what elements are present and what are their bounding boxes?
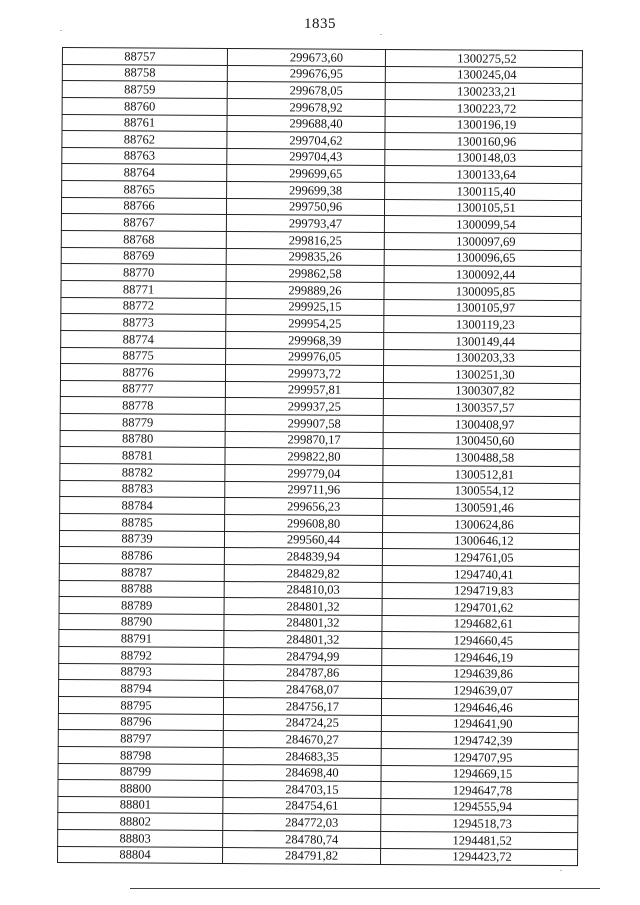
x-coordinate-cell: 284768,07 xyxy=(224,681,382,699)
point-number-cell: 88761 xyxy=(62,114,227,132)
x-coordinate-cell: 284801,32 xyxy=(224,598,382,616)
point-number-cell: 88757 xyxy=(62,48,227,66)
x-coordinate-cell: 284810,03 xyxy=(224,581,382,599)
point-number-cell: 88760 xyxy=(62,97,227,115)
point-number-cell: 88786 xyxy=(59,547,224,565)
point-number-cell: 88766 xyxy=(61,197,226,215)
point-number-cell: 88762 xyxy=(62,131,227,149)
x-coordinate-cell: 299750,96 xyxy=(226,198,384,216)
y-coordinate-cell: 1300133,64 xyxy=(385,166,582,184)
y-coordinate-cell: 1294669,15 xyxy=(381,765,578,783)
y-coordinate-cell: 1300512,81 xyxy=(383,465,580,483)
y-coordinate-cell: 1294719,83 xyxy=(382,582,579,600)
point-number-cell: 88782 xyxy=(60,464,225,482)
x-coordinate-cell: 299676,95 xyxy=(227,65,385,83)
y-coordinate-cell: 1294423,72 xyxy=(381,848,578,866)
y-coordinate-cell: 1300450,60 xyxy=(383,432,580,450)
point-number-cell: 88799 xyxy=(58,763,223,781)
x-coordinate-cell: 284683,35 xyxy=(223,747,381,765)
x-coordinate-cell: 284780,74 xyxy=(223,831,381,849)
y-coordinate-cell: 1300275,52 xyxy=(385,49,582,67)
y-coordinate-cell: 1300105,97 xyxy=(384,299,581,317)
y-coordinate-cell: 1294555,94 xyxy=(381,798,578,816)
y-coordinate-cell: 1300160,96 xyxy=(385,133,582,151)
point-number-cell: 88790 xyxy=(59,613,224,631)
point-number-cell: 88792 xyxy=(59,647,224,665)
y-coordinate-cell: 1300099,54 xyxy=(384,216,581,234)
y-coordinate-cell: 1294682,61 xyxy=(382,615,579,633)
x-coordinate-cell: 299793,47 xyxy=(226,215,384,233)
point-number-cell: 88763 xyxy=(62,147,227,165)
y-coordinate-cell: 1300105,51 xyxy=(384,199,581,217)
x-coordinate-cell: 299937,25 xyxy=(225,398,383,416)
y-coordinate-cell: 1294646,46 xyxy=(381,698,578,716)
point-number-cell: 88764 xyxy=(62,164,227,182)
x-coordinate-cell: 299816,25 xyxy=(226,232,384,250)
y-coordinate-cell: 1300149,44 xyxy=(384,332,581,350)
point-number-cell: 88781 xyxy=(60,447,225,465)
x-coordinate-cell: 299954,25 xyxy=(226,315,384,333)
x-coordinate-cell: 299678,92 xyxy=(227,98,385,116)
x-coordinate-cell: 299835,26 xyxy=(226,248,384,266)
x-coordinate-cell: 299968,39 xyxy=(226,331,384,349)
point-number-cell: 88784 xyxy=(60,497,225,515)
point-number-cell: 88771 xyxy=(61,280,226,298)
scan-speck xyxy=(60,30,62,31)
x-coordinate-cell: 299957,81 xyxy=(225,381,383,399)
scan-speck xyxy=(380,34,382,35)
point-number-cell: 88778 xyxy=(60,397,225,415)
y-coordinate-cell: 1294761,05 xyxy=(382,549,579,567)
y-coordinate-cell: 1300233,21 xyxy=(385,83,582,101)
page-number: 1835 xyxy=(304,16,336,32)
x-coordinate-cell: 284839,94 xyxy=(224,548,382,566)
point-number-cell: 88770 xyxy=(61,264,226,282)
y-coordinate-cell: 1300591,46 xyxy=(383,499,580,517)
point-number-cell: 88789 xyxy=(59,597,224,615)
y-coordinate-cell: 1300119,23 xyxy=(384,316,581,334)
y-coordinate-cell: 1300092,44 xyxy=(384,266,581,284)
point-number-cell: 88774 xyxy=(61,330,226,348)
y-coordinate-cell: 1300203,33 xyxy=(384,349,581,367)
point-number-cell: 88765 xyxy=(62,181,227,199)
point-number-cell: 88768 xyxy=(61,231,226,249)
y-coordinate-cell: 1294481,52 xyxy=(381,832,578,850)
x-coordinate-cell: 299699,38 xyxy=(227,182,385,200)
x-coordinate-cell: 284787,86 xyxy=(224,664,382,682)
point-number-cell: 88801 xyxy=(58,796,223,814)
point-number-cell: 88793 xyxy=(59,663,224,681)
x-coordinate-cell: 284756,17 xyxy=(223,697,381,715)
point-number-cell: 88779 xyxy=(60,414,225,432)
y-coordinate-cell: 1300115,40 xyxy=(385,183,582,201)
x-coordinate-cell: 299699,65 xyxy=(227,165,385,183)
x-coordinate-cell: 284698,40 xyxy=(223,764,381,782)
x-coordinate-cell: 299822,80 xyxy=(225,448,383,466)
point-number-cell: 88773 xyxy=(61,314,226,332)
y-coordinate-cell: 1294646,19 xyxy=(382,649,579,667)
x-coordinate-cell: 284670,27 xyxy=(223,731,381,749)
x-coordinate-cell: 299704,43 xyxy=(227,148,385,166)
point-number-cell: 88798 xyxy=(58,746,223,764)
x-coordinate-cell: 284794,99 xyxy=(224,648,382,666)
bottom-rule xyxy=(130,888,600,889)
y-coordinate-cell: 1294518,73 xyxy=(381,815,578,833)
x-coordinate-cell: 299779,04 xyxy=(225,465,383,483)
x-coordinate-cell: 299870,17 xyxy=(225,431,383,449)
point-number-cell: 88788 xyxy=(59,580,224,598)
table-row xyxy=(58,846,578,866)
point-number-cell: 88775 xyxy=(61,347,226,365)
x-coordinate-cell: 299862,58 xyxy=(226,265,384,283)
y-coordinate-cell: 1300196,19 xyxy=(385,116,582,134)
point-number-cell: 88800 xyxy=(58,780,223,798)
x-coordinate-cell: 284791,82 xyxy=(223,847,381,865)
y-coordinate-cell: 1300251,30 xyxy=(383,366,580,384)
scan-speck xyxy=(560,870,562,871)
point-number-cell: 88785 xyxy=(60,513,225,531)
y-coordinate-cell: 1300223,72 xyxy=(385,99,582,117)
x-coordinate-cell: 299976,05 xyxy=(226,348,384,366)
x-coordinate-cell: 299907,58 xyxy=(225,415,383,433)
point-number-cell: 88776 xyxy=(60,364,225,382)
y-coordinate-cell: 1294742,39 xyxy=(381,732,578,750)
point-number-cell: 88797 xyxy=(58,730,223,748)
y-coordinate-cell: 1294740,41 xyxy=(382,565,579,583)
x-coordinate-cell: 299608,80 xyxy=(225,514,383,532)
coordinates-table xyxy=(57,47,583,867)
y-coordinate-cell: 1294701,62 xyxy=(382,599,579,617)
y-coordinate-cell: 1300554,12 xyxy=(383,482,580,500)
y-coordinate-cell: 1300148,03 xyxy=(385,149,582,167)
point-number-cell: 88802 xyxy=(58,813,223,831)
y-coordinate-cell: 1294647,78 xyxy=(381,782,578,800)
x-coordinate-cell: 299925,15 xyxy=(226,298,384,316)
point-number-cell: 88780 xyxy=(60,430,225,448)
point-number-cell: 88783 xyxy=(60,480,225,498)
y-coordinate-cell: 1300624,86 xyxy=(383,515,580,533)
point-number-cell: 88787 xyxy=(59,563,224,581)
point-number-cell: 88796 xyxy=(58,713,223,731)
point-number-cell: 88804 xyxy=(58,846,223,864)
point-number-cell: 88791 xyxy=(59,630,224,648)
x-coordinate-cell: 284801,32 xyxy=(224,614,382,632)
x-coordinate-cell: 299889,26 xyxy=(226,281,384,299)
y-coordinate-cell: 1300245,04 xyxy=(385,66,582,84)
x-coordinate-cell: 284772,03 xyxy=(223,814,381,832)
y-coordinate-cell: 1300646,12 xyxy=(382,532,579,550)
x-coordinate-cell: 299656,23 xyxy=(225,498,383,516)
y-coordinate-cell: 1300307,82 xyxy=(383,382,580,400)
point-number-cell: 88758 xyxy=(62,64,227,82)
x-coordinate-cell: 299678,05 xyxy=(227,82,385,100)
y-coordinate-cell: 1300095,85 xyxy=(384,282,581,300)
point-number-cell: 88794 xyxy=(59,680,224,698)
point-number-cell: 88772 xyxy=(61,297,226,315)
y-coordinate-cell: 1300488,58 xyxy=(383,449,580,467)
x-coordinate-cell: 299673,60 xyxy=(227,49,385,67)
x-coordinate-cell: 284754,61 xyxy=(223,797,381,815)
x-coordinate-cell: 284703,15 xyxy=(223,781,381,799)
x-coordinate-cell: 284801,32 xyxy=(224,631,382,649)
point-number-cell: 88777 xyxy=(60,380,225,398)
y-coordinate-cell: 1300096,65 xyxy=(384,249,581,267)
point-number-cell: 88759 xyxy=(62,81,227,99)
point-number-cell: 88767 xyxy=(61,214,226,232)
y-coordinate-cell: 1300097,69 xyxy=(384,233,581,251)
y-coordinate-cell: 1294641,90 xyxy=(381,715,578,733)
point-number-cell: 88739 xyxy=(59,530,224,548)
y-coordinate-cell: 1294639,07 xyxy=(382,682,579,700)
x-coordinate-cell: 299711,96 xyxy=(225,481,383,499)
point-number-cell: 88795 xyxy=(58,696,223,714)
point-number-cell: 88769 xyxy=(61,247,226,265)
y-coordinate-cell: 1300408,97 xyxy=(383,416,580,434)
y-coordinate-cell: 1294707,95 xyxy=(381,748,578,766)
x-coordinate-cell: 284724,25 xyxy=(223,714,381,732)
x-coordinate-cell: 299560,44 xyxy=(224,531,382,549)
x-coordinate-cell: 284829,82 xyxy=(224,564,382,582)
y-coordinate-cell: 1300357,57 xyxy=(383,399,580,417)
y-coordinate-cell: 1294639,86 xyxy=(382,665,579,683)
x-coordinate-cell: 299704,62 xyxy=(227,132,385,150)
x-coordinate-cell: 299973,72 xyxy=(225,365,383,383)
y-coordinate-cell: 1294660,45 xyxy=(382,632,579,650)
x-coordinate-cell: 299688,40 xyxy=(227,115,385,133)
point-number-cell: 88803 xyxy=(58,830,223,848)
coordinates-table-body xyxy=(58,48,583,867)
